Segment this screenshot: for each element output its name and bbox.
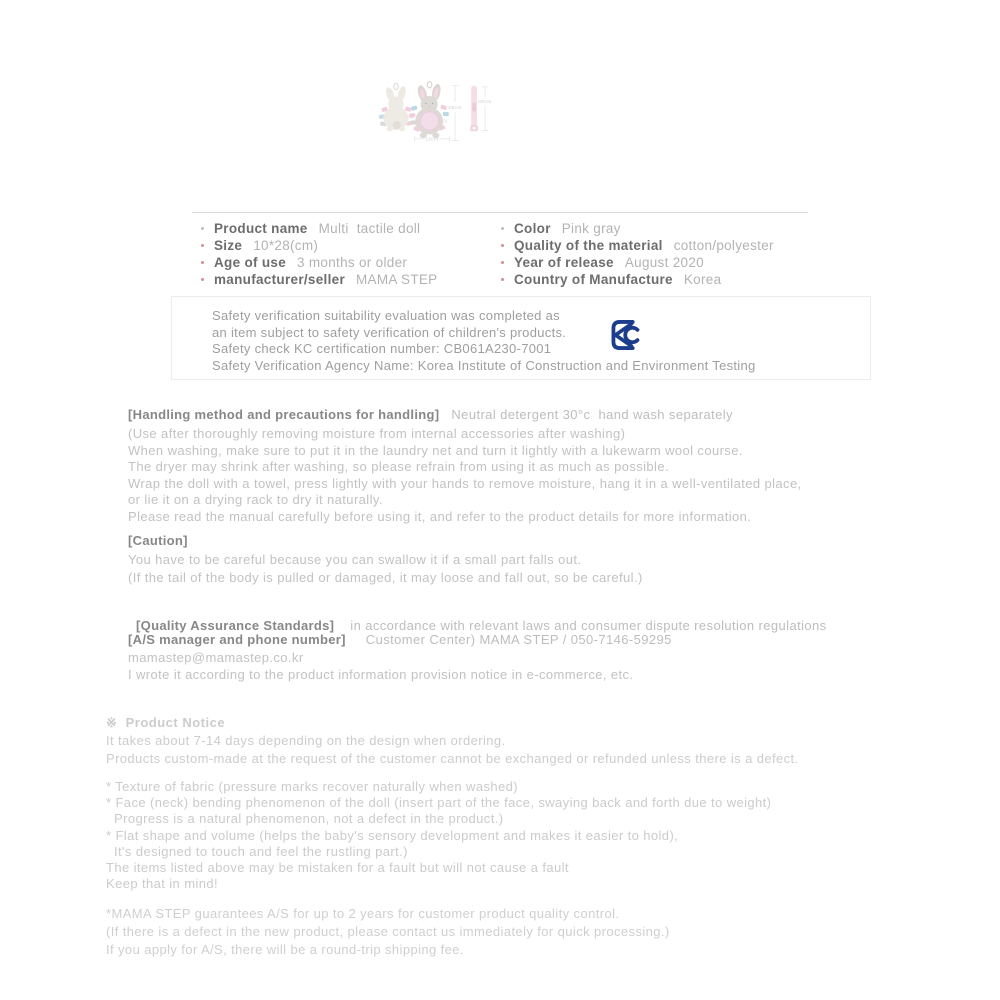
bullet-icon	[501, 261, 504, 264]
product-spec-table	[192, 212, 808, 298]
safety-line: an item subject to safety verification of children's products.	[212, 324, 567, 340]
handling-section	[128, 405, 998, 526]
as-title: [A/S manager and phone number]	[128, 632, 346, 647]
spec-label: Product name	[214, 221, 308, 236]
as-title-line	[128, 631, 998, 649]
handling-title: [Handling method and precautions for handling]	[128, 407, 440, 422]
notice-line: It takes about 7-14 days depending on the design when ordering.	[106, 733, 506, 748]
spec-label: Quality of the material	[514, 238, 663, 253]
handling-subtitle: Neutral detergent 30°c hand wash separately	[439, 407, 733, 422]
spec-row-age	[192, 254, 492, 271]
safety-verification-box	[171, 296, 871, 380]
quality-assurance-section	[128, 599, 998, 635]
spec-label: Year of release	[514, 255, 614, 270]
safety-line: Safety Verification Agency Name: Korea Institute of Construction and Environment Testing	[212, 357, 756, 373]
handling-line: Wrap the doll with a towel, press lightly with your hands to remove moisture, hang it in a well-ventilated place,	[128, 475, 802, 491]
handling-line: (Use after thoroughly removing moisture from internal accessories after washing)	[128, 426, 626, 441]
notice-item: Progress is a natural phenomenon, not a defect in the product.)	[106, 811, 504, 827]
spec-row-color	[492, 220, 808, 237]
rabbit-front-view	[409, 82, 449, 138]
safety-line: Safety verification suitability evaluation was completed as	[212, 308, 560, 323]
rabbit-back-view	[379, 83, 414, 131]
spec-label: manufacturer/seller	[214, 272, 346, 287]
spec-label: Color	[514, 221, 551, 236]
footer-line: *MAMA STEP guarantees A/S for up to 2 years for customer product quality control.	[106, 906, 620, 921]
as-note: I wrote it according to the product information provision notice in e-commerce, etc.	[128, 667, 634, 683]
bullet-icon	[501, 244, 504, 247]
spec-row-size	[192, 237, 492, 254]
quality-title: [Quality Assurance Standards]	[136, 618, 335, 633]
handling-title-line	[128, 405, 998, 424]
kc-certification-icon	[610, 317, 643, 353]
product-notice-title: ※ Product Notice	[106, 715, 226, 730]
spec-row-material	[492, 237, 808, 254]
bullet-icon	[201, 227, 204, 230]
product-hero-image	[370, 50, 670, 200]
notice-line: Products custom-made at the request of the customer cannot be exchanged or refunded unless there is a defect.	[106, 751, 799, 766]
spec-value: 3 months or older	[297, 255, 408, 270]
bullet-icon	[501, 227, 504, 230]
spec-row-product-name	[192, 220, 492, 237]
notice-item: * Flat shape and volume (helps the baby's sensory development and makes it easier to hold),	[106, 827, 679, 843]
spec-row-manufacturer	[192, 271, 492, 288]
spec-value: Pink gray	[561, 221, 621, 236]
footer-line: (If there is a defect in the new product, please contact us immediately for quick processing.)	[106, 924, 670, 939]
spec-value: cotton/polyester	[673, 238, 774, 253]
caution-section	[128, 532, 998, 588]
as-email: mamastep@mamastep.co.kr	[128, 649, 304, 665]
notice-item: * Texture of fabric (pressure marks recover naturally when washed)	[106, 779, 518, 794]
bullet-icon	[201, 261, 204, 264]
spec-row-release	[492, 254, 808, 271]
caution-line: You have to be careful because you can swallow it if a small part falls out.	[128, 551, 582, 567]
strap-length-label: 30cm	[478, 100, 492, 106]
spec-label: Age of use	[214, 255, 287, 270]
as-contact: Customer Center) MAMA STEP / 050-7146-59295	[345, 632, 672, 647]
footer-line: If you apply for A/S, there will be a round-trip shipping fee.	[106, 942, 464, 957]
bullet-icon	[501, 278, 504, 281]
spec-column-left	[192, 220, 492, 288]
handling-line: Please read the manual carefully before using it, and refer to the product details for more information.	[128, 508, 752, 524]
handling-line: When washing, make sure to put it in the laundry net and turn it lightly with a lukewarm wool course.	[128, 442, 743, 458]
spec-value: Multi tactile doll	[318, 221, 421, 236]
notice-item: It's designed to touch and feel the rustling part.)	[106, 843, 408, 859]
product-notice-items	[106, 779, 998, 892]
bullet-icon	[201, 244, 204, 247]
handling-line: The dryer may shrink after washing, so please refrain from using it as much as possible.	[128, 459, 669, 475]
as-guarantee-footer	[106, 905, 998, 959]
spec-value: Korea	[683, 272, 722, 287]
bullet-icon	[201, 278, 204, 281]
spec-label: Size	[214, 238, 243, 253]
notice-item: The items listed above may be mistaken for a fault but will not cause a fault	[106, 860, 569, 876]
handling-line: or lie it on a drying rack to dry it naturally.	[128, 492, 383, 508]
quality-text: in accordance with relevant laws and consumer dispute resolution regulations	[334, 618, 827, 633]
spec-value: August 2020	[624, 255, 704, 270]
notice-item: * Face (neck) bending phenomenon of the doll (insert part of the face, swaying back and forth due to weight)	[106, 795, 772, 811]
doll-width-label: 12cm	[424, 137, 439, 143]
pacifier-strap	[470, 86, 478, 132]
caution-title: [Caution]	[128, 533, 188, 548]
doll-height-label: 28cm	[448, 105, 462, 111]
caution-line: (If the tail of the body is pulled or damaged, it may loose and fall out, so be careful.)	[128, 570, 643, 585]
spec-column-right	[492, 220, 808, 288]
as-section	[128, 631, 998, 684]
spec-value: MAMA STEP	[356, 272, 438, 287]
safety-verification-text	[212, 308, 756, 374]
spec-label: Country of Manufacture	[514, 272, 673, 287]
safety-line: Safety check KC certification number: CB061A230-7001	[212, 341, 552, 356]
spec-row-country	[492, 271, 808, 288]
product-notice-section	[106, 714, 998, 768]
spec-value: 10*28(cm)	[253, 238, 319, 253]
notice-item: Keep that in mind!	[106, 876, 218, 892]
